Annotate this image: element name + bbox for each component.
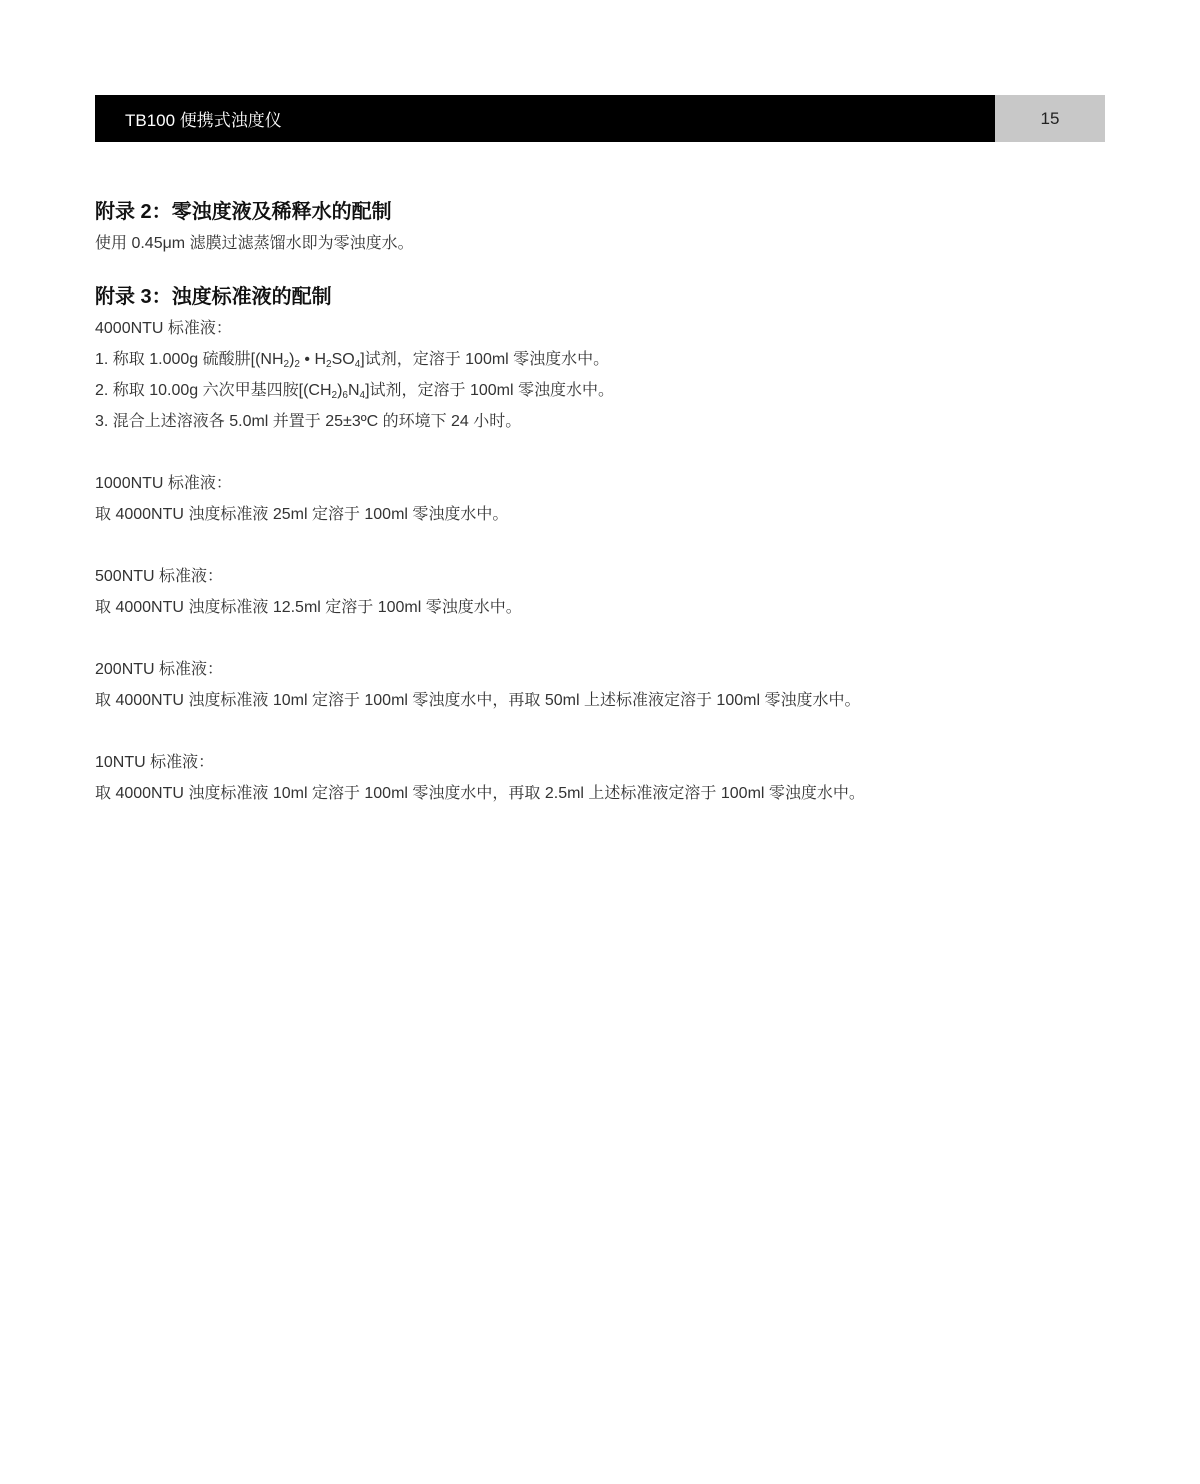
std-1000-label: 1000NTU 标准液： <box>95 475 232 492</box>
std-10-label: 10NTU 标准液： <box>95 754 215 771</box>
std-10-text: 取 4000NTU 浊度标准液 10ml 定溶于 100ml 零浊度水中，再取 2.5ml 上述标准液定溶于 100ml 零浊度水中。 <box>95 785 865 802</box>
std-1000-text: 取 4000NTU 浊度标准液 25ml 定溶于 100ml 零浊度水中。 <box>95 506 509 523</box>
page-header <box>95 95 1105 142</box>
std-4000-step-3: 3. 混合上述溶液各 5.0ml 并置于 25±3ºC 的环境下 24 小时。 <box>95 413 522 430</box>
std-500-label: 500NTU 标准液： <box>95 568 224 585</box>
document-title: TB100 便携式浊度仪 <box>95 95 995 142</box>
page-number: 15 <box>995 95 1105 142</box>
appendix-2-title: 附录 2：零浊度液及稀释水的配制 <box>95 201 392 223</box>
appendix-3-title: 附录 3：浊度标准液的配制 <box>95 286 332 308</box>
std-4000-step-2: 2. 称取 10.00g 六次甲基四胺$[(CH_2)_6N_4]$试剂，定溶于 100ml 零浊度水中。 <box>95 382 615 401</box>
page-content <box>95 196 1105 809</box>
std-500-text: 取 4000NTU 浊度标准液 12.5ml 定溶于 100ml 零浊度水中。 <box>95 599 522 616</box>
std-200-text: 取 4000NTU 浊度标准液 10ml 定溶于 100ml 零浊度水中，再取 50ml 上述标准液定溶于 100ml 零浊度水中。 <box>95 692 861 709</box>
std-200-label: 200NTU 标准液： <box>95 661 224 678</box>
std-4000-label: 4000NTU 标准液： <box>95 320 232 337</box>
std-4000-step-1: 1. 称取 1.000g 硫酸肼[$(NH_2)_2$ • $H_2SO_4$]试剂，定溶于 100ml 零浊度水中。 <box>95 351 610 370</box>
appendix-2-text: 使用 0.45μm 滤膜过滤蒸馏水即为零浊度水。 <box>95 235 414 252</box>
